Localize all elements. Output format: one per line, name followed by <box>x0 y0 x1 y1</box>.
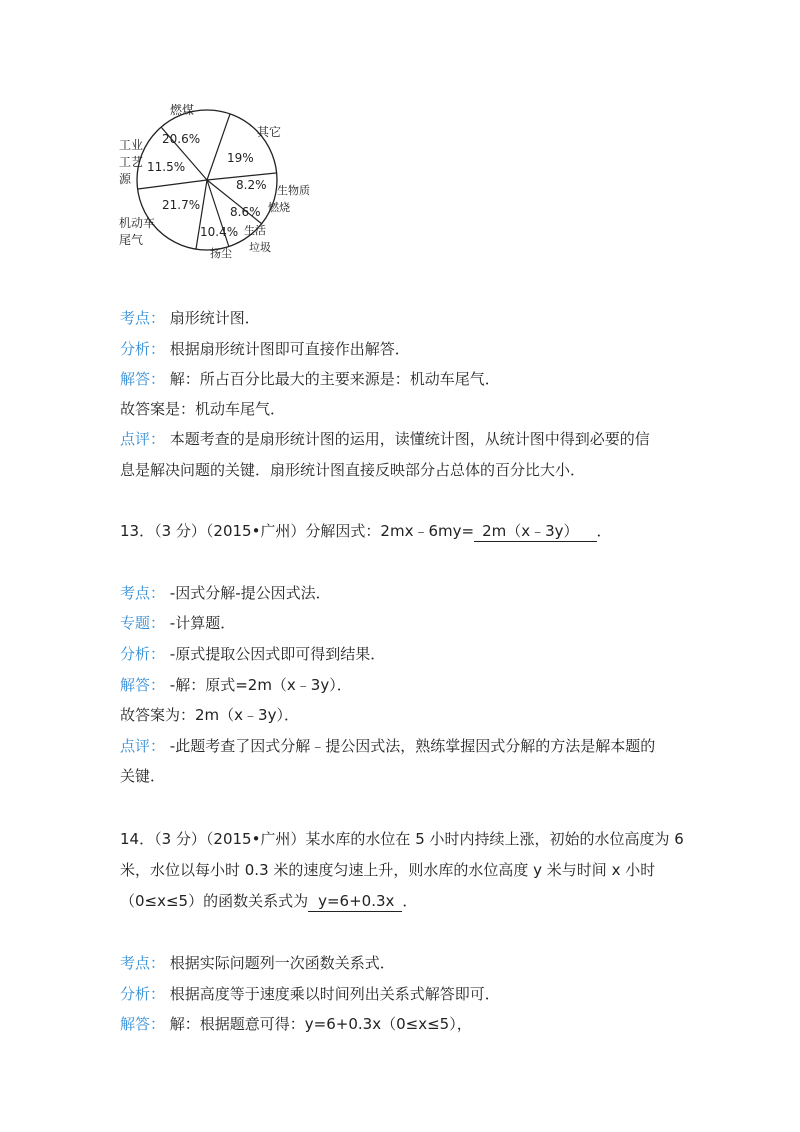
q12-fenxi-line <box>120 339 700 359</box>
q13-jieda-line <box>120 675 700 695</box>
dianping-label: 点评： <box>120 737 166 755</box>
q12-jieda-line <box>120 369 700 389</box>
dianping-text-cont: 息是解决问题的关键．扇形统计图直接反映部分占总体的百分比大小． <box>120 461 586 479</box>
fenxi-label: 分析： <box>120 985 166 1003</box>
label-industry-3: 源 <box>119 172 132 186</box>
pie-chart <box>112 96 312 266</box>
label-industry-2: 工艺 <box>119 155 144 169</box>
q12-kaodian-line <box>120 308 700 328</box>
dianping-text: 本题考查的是扇形统计图的运用，读懂统计图，从统计图中得到必要的信 <box>169 430 650 448</box>
zhuanti-label: 专题： <box>120 614 166 632</box>
q12-dianping-line-2 <box>120 460 700 480</box>
q13-fenxi-line <box>120 644 700 664</box>
fenxi-label: 分析： <box>120 340 166 358</box>
answer-text: 故答案是：机动车尾气． <box>120 400 286 418</box>
jieda-label: 解答： <box>120 370 166 388</box>
pie-divider <box>138 180 207 189</box>
dianping-text-cont: 关键． <box>120 767 166 785</box>
kaodian-text: 扇形统计图． <box>169 309 260 327</box>
q14-stem-3-prefix: （0≤x≤5）的函数关系式为 <box>120 892 309 910</box>
dianping-text: -此题考查了因式分解﹣提公因式法，熟练掌握因式分解的方法是解本题的 <box>169 737 656 755</box>
q13-blank-answer: 2m（x﹣3y） <box>474 521 596 542</box>
jieda-text: -解：原式=2m（x﹣3y）． <box>169 676 352 694</box>
q14-blank-answer: y=6+0.3x <box>308 891 402 912</box>
slice-value-dust: 10.4% <box>200 225 239 239</box>
slice-value-industry: 11.5% <box>147 160 186 174</box>
q14-stem-3-suffix: ． <box>402 892 418 910</box>
fenxi-label: 分析： <box>120 645 166 663</box>
q14-stem-1: 14．（3 分）（2015•广州）某水库的水位在 5 小时内持续上涨，初始的水位高度为 6 <box>120 830 684 848</box>
q13-stem <box>120 521 700 542</box>
slice-value-bio: 8.2% <box>236 178 267 192</box>
q14-stem-line-3 <box>120 891 700 912</box>
label-life-1: 生活 <box>244 224 266 237</box>
q14-fenxi-line <box>120 984 700 1004</box>
answer-text: 故答案为：2m（x﹣3y）． <box>120 706 299 724</box>
q13-answer-line <box>120 705 700 725</box>
q13-stem-suffix: ． <box>596 522 612 540</box>
q14-stem-line-1 <box>120 829 700 849</box>
fenxi-text: 根据高度等于速度乘以时间列出关系式解答即可． <box>169 985 500 1003</box>
dianping-label: 点评： <box>120 430 166 448</box>
label-vehicle-1: 机动车 <box>119 216 156 230</box>
label-life-2: 垃圾 <box>249 241 271 254</box>
zhuanti-text: -计算题． <box>169 614 236 632</box>
jieda-text: 解：所占百分比最大的主要来源是：机动车尾气． <box>169 370 500 388</box>
kaodian-label: 考点： <box>120 954 166 972</box>
q14-stem-2: 米，水位以每小时 0.3 米的速度匀速上升，则水库的水位高度 y 米与时间 x 小时 <box>120 861 656 879</box>
jieda-label: 解答： <box>120 676 166 694</box>
slice-value-coal: 20.6% <box>162 132 201 146</box>
q14-jieda-line <box>120 1014 700 1034</box>
label-coal: 燃煤 <box>170 103 195 117</box>
slice-value-vehicle: 21.7% <box>162 198 201 212</box>
label-bio-1: 生物质 <box>277 184 310 197</box>
fenxi-text: -原式提取公因式即可得到结果． <box>169 645 386 663</box>
kaodian-label: 考点： <box>120 584 166 602</box>
q13-dianping-line <box>120 736 700 756</box>
q13-zhuanti-line <box>120 613 700 633</box>
kaodian-text: -因式分解-提公因式法． <box>169 584 331 602</box>
pie-divider <box>207 114 230 180</box>
q12-answer-line <box>120 399 700 419</box>
kaodian-text: 根据实际问题列一次函数关系式． <box>169 954 395 972</box>
label-bio-2: 燃烧 <box>268 201 290 214</box>
q12-dianping-line <box>120 429 700 449</box>
fenxi-text: 根据扇形统计图即可直接作出解答． <box>169 340 410 358</box>
label-vehicle-2: 尾气 <box>119 233 144 247</box>
q13-dianping-line-2 <box>120 766 700 786</box>
q14-kaodian-line <box>120 953 700 973</box>
q14-stem-line-2 <box>120 860 700 880</box>
slice-value-other: 19% <box>227 151 254 165</box>
slice-value-life: 8.6% <box>230 205 261 219</box>
label-other: 其它 <box>257 125 282 139</box>
jieda-text: 解：根据题意可得：y=6+0.3x（0≤x≤5）， <box>169 1015 472 1033</box>
jieda-label: 解答： <box>120 1015 166 1033</box>
q13-kaodian-line <box>120 583 700 603</box>
kaodian-label: 考点： <box>120 309 166 327</box>
q13-stem-prefix: 13．（3 分）（2015•广州）分解因式：2mx﹣6my= <box>120 522 475 540</box>
label-industry-1: 工业 <box>119 138 144 152</box>
label-dust: 扬尘 <box>210 247 232 260</box>
